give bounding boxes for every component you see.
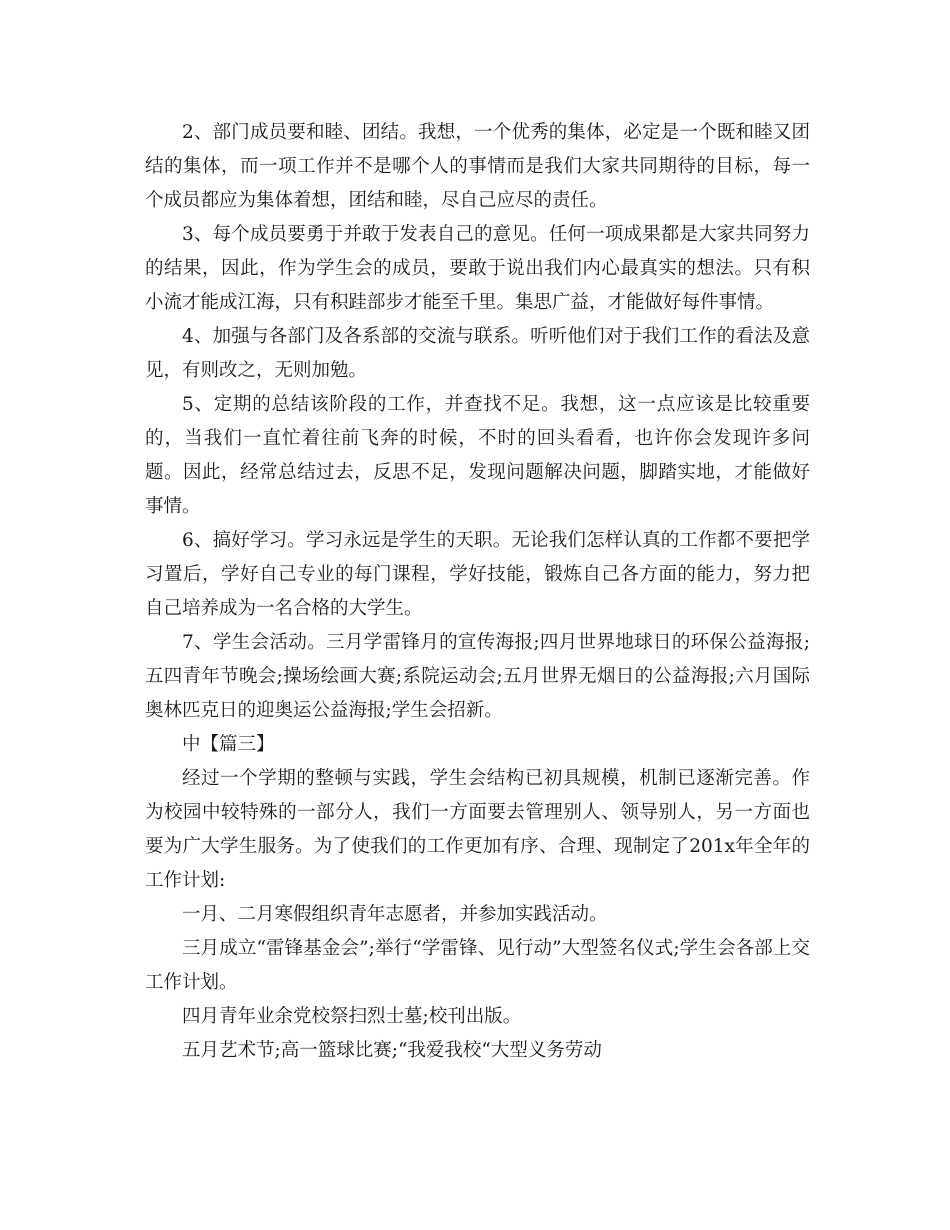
document-body	[145, 116, 810, 1068]
paragraph-jan-feb: 一月、二月寒假组织青年志愿者，并参加实践活动。	[182, 904, 608, 925]
paragraph-6-study: 6、搞好学习。学习永远是学生的天职。无论我们怎样认真的工作都不要把学习置后，学好自己专业的每门课程，学好技能，锻炼自己各方面的能力，努力把自己培养成为一名合格的大学生。	[145, 530, 810, 619]
paragraph-2-unity: 2、部门成员要和睦、团结。我想，一个优秀的集体，必定是一个既和睦又团结的集体，而一项工作并不是哪个人的事情而是我们大家共同期待的目标，每一个成员都应为集体着想，团结和睦，尽自己应尽的责任。	[145, 122, 810, 211]
paragraph-7-activities: 7、学生会活动。三月学雷锋月的宣传海报;四月世界地球日的环保公益海报;五四青年节晚会;操场绘画大赛;系院运动会;五月世界无烟日的公益海报;六月国际奥林匹克日的迎奥运公益海报;学生会招新。	[145, 632, 810, 721]
paragraph-4-communication: 4、加强与各部门及各系部的交流与联系。听听他们对于我们工作的看法及意见，有则改之，无则加勉。	[145, 326, 810, 381]
paragraph-3-opinions: 3、每个成员要勇于并敢于发表自己的意见。任何一项成果都是大家共同努力的结果，因此，作为学生会的成员，要敢于说出我们内心最真实的想法。只有积小流才能成江海，只有积跬部步才能至千里。集思广益，才能做好每件事情。	[145, 224, 810, 313]
paragraph-intro-plan: 经过一个学期的整顿与实践，学生会结构已初具规模，机制已逐渐完善。作为校园中较特殊的一部分人，我们一方面要去管理别人、领导别人，另一方面也要为广大学生服务。为了使我们的工作更加有序、合理、现制定了201x年全年的工作计划:	[145, 768, 810, 891]
paragraph-may: 五月艺术节;高一篮球比赛;“我爱我校“大型义务劳动	[182, 1040, 602, 1061]
section-heading-part-three: 中【篇三】	[182, 734, 275, 755]
paragraph-april: 四月青年业余党校祭扫烈士墓;校刊出版。	[182, 1006, 522, 1027]
paragraph-5-summary: 5、定期的总结该阶段的工作，并查找不足。我想，这一点应该是比较重要的，当我们一直忙着往前飞奔的时候，不时的回头看看，也许你会发现许多问题。因此，经常总结过去，反思不足，发现问题解决问题，脚踏实地，才能做好事情。	[145, 394, 810, 517]
paragraph-march: 三月成立“雷锋基金会”;举行“学雷锋、见行动”大型签名仪式;学生会各部上交工作计划。	[145, 938, 810, 993]
